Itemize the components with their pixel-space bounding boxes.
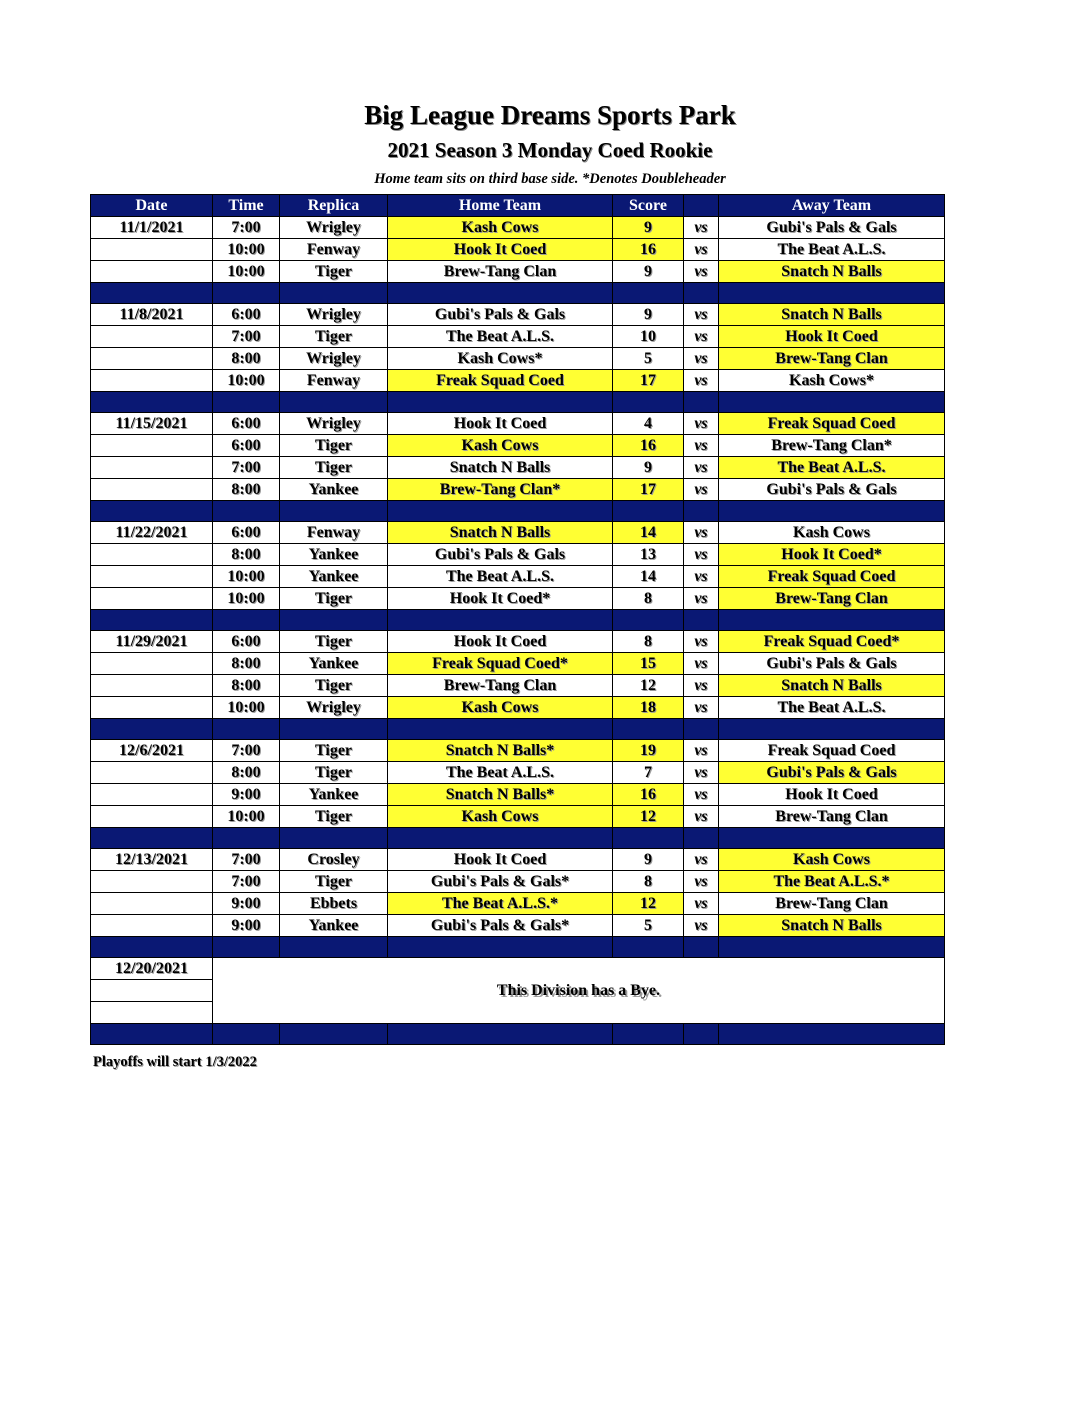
game-field: Yankee <box>280 566 388 588</box>
game-date <box>91 675 213 697</box>
week-separator-row <box>91 392 945 413</box>
game-row <box>91 915 945 937</box>
game-score: 9 <box>613 849 684 871</box>
game-field: Wrigley <box>280 217 388 239</box>
vs-label: vs <box>684 893 719 915</box>
vs-label: vs <box>684 588 719 610</box>
game-score: 16 <box>613 784 684 806</box>
game-row <box>91 479 945 501</box>
separator-cell <box>613 937 684 958</box>
game-score: 10 <box>613 326 684 348</box>
home-team: Hook It Coed <box>388 239 613 261</box>
vs-label: vs <box>684 304 719 326</box>
game-time: 6:00 <box>213 435 280 457</box>
game-row <box>91 370 945 392</box>
away-team: Hook It Coed* <box>719 544 945 566</box>
separator-cell <box>91 719 213 740</box>
column-header-vs <box>684 195 719 217</box>
separator-cell <box>719 828 945 849</box>
away-team: Snatch N Balls <box>719 304 945 326</box>
game-time: 10:00 <box>213 566 280 588</box>
separator-cell <box>280 610 388 631</box>
separator-cell <box>213 501 280 522</box>
game-date: 12/6/2021 <box>91 740 213 762</box>
game-score: 18 <box>613 697 684 719</box>
game-date <box>91 806 213 828</box>
game-score: 7 <box>613 762 684 784</box>
away-team: Hook It Coed <box>719 326 945 348</box>
game-score: 14 <box>613 566 684 588</box>
game-time: 7:00 <box>213 849 280 871</box>
game-score: 19 <box>613 740 684 762</box>
game-date <box>91 348 213 370</box>
separator-cell <box>91 937 213 958</box>
vs-label: vs <box>684 740 719 762</box>
game-time: 6:00 <box>213 631 280 653</box>
game-time: 6:00 <box>213 522 280 544</box>
game-date: 11/29/2021 <box>91 631 213 653</box>
game-date: 11/8/2021 <box>91 304 213 326</box>
game-row <box>91 413 945 435</box>
game-field: Tiger <box>280 326 388 348</box>
game-time: 9:00 <box>213 893 280 915</box>
game-field: Fenway <box>280 522 388 544</box>
game-row <box>91 588 945 610</box>
game-field: Yankee <box>280 653 388 675</box>
game-score: 16 <box>613 435 684 457</box>
separator-cell <box>388 1024 613 1045</box>
vs-label: vs <box>684 653 719 675</box>
game-score: 9 <box>613 304 684 326</box>
away-team: Brew-Tang Clan <box>719 806 945 828</box>
game-date: 11/1/2021 <box>91 217 213 239</box>
game-date <box>91 893 213 915</box>
vs-label: vs <box>684 479 719 501</box>
game-date: 11/15/2021 <box>91 413 213 435</box>
away-team: Brew-Tang Clan <box>719 893 945 915</box>
game-time: 8:00 <box>213 762 280 784</box>
home-team: Kash Cows <box>388 435 613 457</box>
game-time: 10:00 <box>213 806 280 828</box>
away-team: Kash Cows <box>719 849 945 871</box>
vs-label: vs <box>684 806 719 828</box>
week-separator-row <box>91 610 945 631</box>
game-time: 8:00 <box>213 675 280 697</box>
week-separator-row <box>91 937 945 958</box>
game-row <box>91 784 945 806</box>
column-header-score: Score <box>613 195 684 217</box>
vs-label: vs <box>684 435 719 457</box>
separator-cell <box>280 501 388 522</box>
separator-cell <box>719 719 945 740</box>
home-team: The Beat A.L.S. <box>388 762 613 784</box>
away-team: Kash Cows <box>719 522 945 544</box>
game-date: 12/13/2021 <box>91 849 213 871</box>
home-team: The Beat A.L.S. <box>388 326 613 348</box>
game-time: 9:00 <box>213 915 280 937</box>
game-field: Yankee <box>280 784 388 806</box>
game-score: 5 <box>613 915 684 937</box>
vs-label: vs <box>684 522 719 544</box>
game-row <box>91 871 945 893</box>
away-team: Gubi's Pals & Gals <box>719 653 945 675</box>
week-separator-row <box>91 828 945 849</box>
separator-cell <box>719 501 945 522</box>
game-date <box>91 435 213 457</box>
separator-cell <box>613 392 684 413</box>
game-field: Tiger <box>280 675 388 697</box>
away-team: The Beat A.L.S. <box>719 457 945 479</box>
away-team: The Beat A.L.S. <box>719 239 945 261</box>
schedule-table <box>90 194 945 1045</box>
away-team: Freak Squad Coed <box>719 566 945 588</box>
game-score: 15 <box>613 653 684 675</box>
game-date <box>91 871 213 893</box>
home-team: Snatch N Balls* <box>388 784 613 806</box>
vs-label: vs <box>684 566 719 588</box>
column-header-home-team: Home Team <box>388 195 613 217</box>
home-team: Hook It Coed* <box>388 588 613 610</box>
game-row <box>91 806 945 828</box>
home-team: Gubi's Pals & Gals* <box>388 915 613 937</box>
week-separator-row <box>91 501 945 522</box>
separator-cell <box>684 501 719 522</box>
vs-label: vs <box>684 217 719 239</box>
home-team: Snatch N Balls <box>388 522 613 544</box>
game-date <box>91 915 213 937</box>
game-field: Yankee <box>280 544 388 566</box>
column-header-date: Date <box>91 195 213 217</box>
bye-date <box>91 980 213 1002</box>
table-header-row <box>91 195 945 217</box>
column-header-time: Time <box>213 195 280 217</box>
game-row <box>91 261 945 283</box>
game-score: 12 <box>613 893 684 915</box>
separator-cell <box>91 1024 213 1045</box>
home-team: Brew-Tang Clan* <box>388 479 613 501</box>
away-team: Snatch N Balls <box>719 915 945 937</box>
vs-label: vs <box>684 762 719 784</box>
home-team: Snatch N Balls* <box>388 740 613 762</box>
vs-label: vs <box>684 784 719 806</box>
separator-cell <box>213 719 280 740</box>
game-score: 4 <box>613 413 684 435</box>
away-team: Hook It Coed <box>719 784 945 806</box>
separator-cell <box>213 1024 280 1045</box>
game-field: Tiger <box>280 261 388 283</box>
home-team: Kash Cows <box>388 217 613 239</box>
game-score: 17 <box>613 370 684 392</box>
game-row <box>91 326 945 348</box>
separator-cell <box>684 828 719 849</box>
game-time: 8:00 <box>213 348 280 370</box>
separator-cell <box>280 719 388 740</box>
separator-cell <box>91 392 213 413</box>
separator-cell <box>684 1024 719 1045</box>
separator-cell <box>719 610 945 631</box>
game-time: 10:00 <box>213 697 280 719</box>
column-header-away-team: Away Team <box>719 195 945 217</box>
away-team: Freak Squad Coed* <box>719 631 945 653</box>
game-field: Yankee <box>280 915 388 937</box>
separator-cell <box>719 937 945 958</box>
home-team: Kash Cows <box>388 806 613 828</box>
game-date: 11/22/2021 <box>91 522 213 544</box>
vs-label: vs <box>684 544 719 566</box>
game-row <box>91 544 945 566</box>
vs-label: vs <box>684 370 719 392</box>
separator-cell <box>388 392 613 413</box>
separator-cell <box>91 610 213 631</box>
game-time: 7:00 <box>213 217 280 239</box>
game-field: Tiger <box>280 457 388 479</box>
game-row <box>91 849 945 871</box>
game-row <box>91 239 945 261</box>
game-date <box>91 784 213 806</box>
game-field: Wrigley <box>280 348 388 370</box>
game-row <box>91 740 945 762</box>
separator-cell <box>388 610 613 631</box>
bye-date <box>91 1002 213 1024</box>
week-separator-row <box>91 719 945 740</box>
separator-cell <box>388 719 613 740</box>
bye-message: This Division has a Bye. <box>213 958 945 1024</box>
game-time: 6:00 <box>213 413 280 435</box>
home-team: Kash Cows <box>388 697 613 719</box>
game-row <box>91 893 945 915</box>
separator-cell <box>613 719 684 740</box>
separator-cell <box>719 1024 945 1045</box>
separator-cell <box>213 283 280 304</box>
game-score: 12 <box>613 675 684 697</box>
vs-label: vs <box>684 849 719 871</box>
home-team: The Beat A.L.S.* <box>388 893 613 915</box>
separator-cell <box>613 501 684 522</box>
vs-label: vs <box>684 697 719 719</box>
away-team: Gubi's Pals & Gals <box>719 479 945 501</box>
away-team: Gubi's Pals & Gals <box>719 217 945 239</box>
game-field: Ebbets <box>280 893 388 915</box>
home-team: Gubi's Pals & Gals <box>388 544 613 566</box>
game-score: 9 <box>613 457 684 479</box>
game-time: 8:00 <box>213 479 280 501</box>
game-date <box>91 588 213 610</box>
game-time: 7:00 <box>213 871 280 893</box>
separator-cell <box>91 828 213 849</box>
home-team: Hook It Coed <box>388 849 613 871</box>
separator-cell <box>280 1024 388 1045</box>
game-score: 17 <box>613 479 684 501</box>
separator-cell <box>613 828 684 849</box>
separator-cell <box>280 283 388 304</box>
game-field: Wrigley <box>280 413 388 435</box>
game-time: 7:00 <box>213 457 280 479</box>
page-title: Big League Dreams Sports Park <box>364 100 736 130</box>
game-date <box>91 697 213 719</box>
game-score: 12 <box>613 806 684 828</box>
vs-label: vs <box>684 348 719 370</box>
separator-cell <box>719 392 945 413</box>
game-time: 10:00 <box>213 239 280 261</box>
separator-cell <box>213 828 280 849</box>
game-score: 14 <box>613 522 684 544</box>
game-field: Yankee <box>280 479 388 501</box>
game-row <box>91 631 945 653</box>
game-score: 8 <box>613 871 684 893</box>
playoffs-note: Playoffs will start 1/3/2022 <box>93 1054 257 1070</box>
game-row <box>91 217 945 239</box>
game-field: Crosley <box>280 849 388 871</box>
separator-cell <box>91 283 213 304</box>
game-time: 7:00 <box>213 326 280 348</box>
game-score: 9 <box>613 217 684 239</box>
game-time: 10:00 <box>213 370 280 392</box>
week-separator-row <box>91 1024 945 1045</box>
game-score: 9 <box>613 261 684 283</box>
game-score: 13 <box>613 544 684 566</box>
game-time: 10:00 <box>213 261 280 283</box>
bye-date: 12/20/2021 <box>91 958 213 980</box>
game-row <box>91 653 945 675</box>
vs-label: vs <box>684 261 719 283</box>
game-date <box>91 762 213 784</box>
vs-label: vs <box>684 871 719 893</box>
separator-cell <box>719 283 945 304</box>
game-time: 8:00 <box>213 544 280 566</box>
game-time: 6:00 <box>213 304 280 326</box>
game-date <box>91 544 213 566</box>
separator-cell <box>684 719 719 740</box>
away-team: Snatch N Balls <box>719 261 945 283</box>
separator-cell <box>280 828 388 849</box>
vs-label: vs <box>684 631 719 653</box>
week-separator-row <box>91 283 945 304</box>
separator-cell <box>613 1024 684 1045</box>
home-team: Hook It Coed <box>388 413 613 435</box>
home-team: The Beat A.L.S. <box>388 566 613 588</box>
home-team: Snatch N Balls <box>388 457 613 479</box>
column-header-replica: Replica <box>280 195 388 217</box>
game-field: Tiger <box>280 631 388 653</box>
vs-label: vs <box>684 326 719 348</box>
home-team: Gubi's Pals & Gals <box>388 304 613 326</box>
separator-cell <box>388 283 613 304</box>
header-note: Home team sits on third base side. *Denotes Doubleheader <box>374 171 726 187</box>
separator-cell <box>91 501 213 522</box>
game-score: 8 <box>613 631 684 653</box>
game-date <box>91 261 213 283</box>
home-team: Freak Squad Coed* <box>388 653 613 675</box>
game-row <box>91 348 945 370</box>
separator-cell <box>684 283 719 304</box>
home-team: Brew-Tang Clan <box>388 261 613 283</box>
game-field: Tiger <box>280 762 388 784</box>
separator-cell <box>213 610 280 631</box>
bye-row <box>91 958 945 980</box>
separator-cell <box>388 937 613 958</box>
game-date <box>91 370 213 392</box>
away-team: Snatch N Balls <box>719 675 945 697</box>
game-field: Tiger <box>280 435 388 457</box>
game-date <box>91 239 213 261</box>
separator-cell <box>684 392 719 413</box>
away-team: Freak Squad Coed <box>719 413 945 435</box>
away-team: Gubi's Pals & Gals <box>719 762 945 784</box>
vs-label: vs <box>684 457 719 479</box>
separator-cell <box>280 392 388 413</box>
page-subtitle: 2021 Season 3 Monday Coed Rookie <box>387 138 713 162</box>
game-time: 8:00 <box>213 653 280 675</box>
separator-cell <box>613 283 684 304</box>
separator-cell <box>213 392 280 413</box>
separator-cell <box>388 501 613 522</box>
vs-label: vs <box>684 239 719 261</box>
game-row <box>91 697 945 719</box>
game-row <box>91 566 945 588</box>
game-field: Tiger <box>280 588 388 610</box>
home-team: Gubi's Pals & Gals* <box>388 871 613 893</box>
home-team: Freak Squad Coed <box>388 370 613 392</box>
game-row <box>91 762 945 784</box>
game-date <box>91 326 213 348</box>
away-team: Kash Cows* <box>719 370 945 392</box>
game-score: 16 <box>613 239 684 261</box>
vs-label: vs <box>684 915 719 937</box>
home-team: Kash Cows* <box>388 348 613 370</box>
away-team: Brew-Tang Clan* <box>719 435 945 457</box>
separator-cell <box>213 937 280 958</box>
game-row <box>91 435 945 457</box>
away-team: The Beat A.L.S.* <box>719 871 945 893</box>
away-team: Brew-Tang Clan <box>719 588 945 610</box>
game-date <box>91 653 213 675</box>
schedule-body <box>91 217 945 1045</box>
game-date <box>91 479 213 501</box>
game-score: 5 <box>613 348 684 370</box>
game-field: Fenway <box>280 370 388 392</box>
home-team: Brew-Tang Clan <box>388 675 613 697</box>
game-date <box>91 566 213 588</box>
separator-cell <box>684 937 719 958</box>
game-field: Fenway <box>280 239 388 261</box>
game-time: 9:00 <box>213 784 280 806</box>
game-field: Tiger <box>280 806 388 828</box>
game-date <box>91 457 213 479</box>
game-row <box>91 304 945 326</box>
separator-cell <box>613 610 684 631</box>
game-time: 10:00 <box>213 588 280 610</box>
separator-cell <box>280 937 388 958</box>
game-field: Tiger <box>280 740 388 762</box>
game-score: 8 <box>613 588 684 610</box>
separator-cell <box>684 610 719 631</box>
separator-cell <box>388 828 613 849</box>
away-team: The Beat A.L.S. <box>719 697 945 719</box>
game-time: 7:00 <box>213 740 280 762</box>
home-team: Hook It Coed <box>388 631 613 653</box>
vs-label: vs <box>684 675 719 697</box>
game-row <box>91 457 945 479</box>
game-row <box>91 522 945 544</box>
game-field: Wrigley <box>280 697 388 719</box>
game-field: Wrigley <box>280 304 388 326</box>
game-field: Tiger <box>280 871 388 893</box>
vs-label: vs <box>684 413 719 435</box>
away-team: Freak Squad Coed <box>719 740 945 762</box>
game-row <box>91 675 945 697</box>
away-team: Brew-Tang Clan <box>719 348 945 370</box>
